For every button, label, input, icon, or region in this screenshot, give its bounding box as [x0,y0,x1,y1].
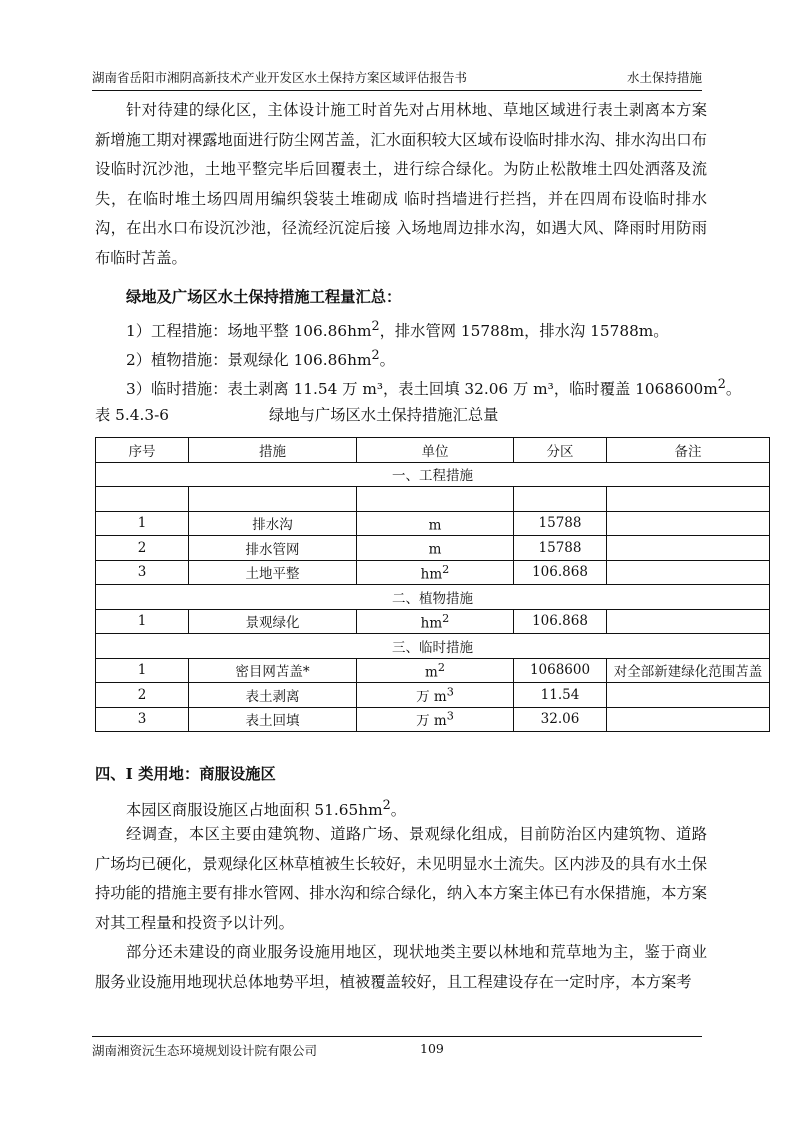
page-number: 109 [420,1041,444,1056]
header-report-title: 湖南省岳阳市湘阴高新技术产业开发区水土保持方案区域评估报告书 [92,70,468,85]
table-section-title: 二、植物措施 [96,585,770,610]
table-cell [189,487,357,512]
table-header-cell: 分区 [514,438,607,463]
measure-name: 表土回填 [189,707,357,732]
row-number: 2 [96,683,189,708]
table-header-cell: 单位 [357,438,514,463]
table-header-cell: 备注 [607,438,770,463]
measure-name: 土地平整 [189,560,357,585]
unit [357,536,514,561]
table-caption [95,404,707,426]
measure-name: 景观绿化 [189,609,357,634]
table-section-row [96,462,770,487]
unit-superscript: 2 [442,562,450,576]
unit-superscript: 2 [437,660,445,674]
section4-area: 本园区商服设施区占地面积 $51.65hm^2$。 [126,798,407,820]
table-cell [357,487,514,512]
table-title: 绿地与广场区水土保持措施汇总量 [269,406,499,424]
measure-name: 表土剥离 [189,683,357,708]
row-number: 1 [96,609,189,634]
quantity: 11.54 [514,683,607,708]
section4-heading: 四、I 类用地：商服设施区 [95,765,276,783]
unit [357,658,514,683]
table-row [96,560,770,585]
unit-text: 万 m [416,688,447,705]
table-section-title: 一、工程措施 [96,462,770,487]
remark [607,511,770,536]
table-header-cell: 序号 [96,438,189,463]
summary-title: 绿地及广场区水土保持措施工程量汇总： [126,288,402,306]
header-chapter: 水土保持措施 [626,70,702,85]
unit-text: hm [420,615,443,631]
remark: 对全部新建绿化范围苫盖 [607,658,770,683]
quantity: 106.868 [514,609,607,634]
remark [607,609,770,634]
table-row [96,536,770,561]
measures-table [95,437,770,732]
quantity: 15788 [514,536,607,561]
row-number: 2 [96,536,189,561]
table-section-row [96,634,770,659]
unit-text: m [425,664,438,680]
unit-text: m [428,517,442,533]
page-footer [92,1036,702,1059]
table-row [96,658,770,683]
remark [607,560,770,585]
unit [357,683,514,708]
table-cell [514,487,607,512]
quantity: 1068600 [514,658,607,683]
quantity: 106.868 [514,560,607,585]
table-row [96,609,770,634]
table-section-row [96,585,770,610]
remark [607,683,770,708]
table-empty-row [96,487,770,512]
measure-name: 排水沟 [189,511,357,536]
table-row [96,707,770,732]
row-number: 1 [96,658,189,683]
remark [607,707,770,732]
unit-text: 万 m [416,713,447,730]
summary-engineering: 1）工程措施：场地平整 $106.86hm^2$，排水管网 15788m，排水沟 15788m。 [126,319,669,341]
unit-superscript: 2 [442,611,450,625]
row-number: 1 [96,511,189,536]
measure-name: 密目网苫盖* [189,658,357,683]
unit [357,560,514,585]
table-row [96,511,770,536]
row-number: 3 [96,560,189,585]
page-header [92,70,702,91]
summary-plant: 2）植物措施：景观绿化 $106.86hm^2$。 [126,348,395,370]
table-number: 表 5.4.3-6 [95,406,169,424]
table-cell [607,487,770,512]
section4-paragraph-2: 部分还未建设的商业服务设施用地区，现状地类主要以林地和荒草地为主，鉴于商业服务业设施用地现状总体地势平坦，植被覆盖较好，且工程建设存在一定时序，本方案考 [95,943,707,991]
table-cell [96,487,189,512]
intro-paragraph: 针对待建的绿化区，主体设计施工时首先对占用林地、草地区域进行表土剥离本方案新增施工期对裸露地面进行防尘网苫盖，汇水面积较大区域布设临时排水沟、排水沟出口布设临时沉沙池，土地平整完毕后回覆表土，进行综合绿化。为防止松散堆土四处洒落及流失，在临时堆土场四周用编织袋装土堆砌成 临时挡墙进行拦挡，并在四周布设临时排水沟，在出水口布设沉沙池，径流经沉淀后接 入场地周边排水沟，如遇大风、降雨时用防雨布临时苫盖。 [95,101,707,267]
measure-name: 排水管网 [189,536,357,561]
table-row [96,683,770,708]
unit-superscript: 3 [446,709,454,723]
row-number: 3 [96,707,189,732]
summary-temporary: 3）临时措施：表土剥离 11.54 万 m³，表土回填 32.06 万 m³，临时覆盖 $1068600m^2$。 [126,377,742,399]
quantity: 32.06 [514,707,607,732]
unit-superscript: 3 [446,685,454,699]
section4-paragraph-1: 经调查，本区主要由建筑物、道路广场、景观绿化组成，目前防治区内建筑物、道路广场均已硬化，景观绿化区林草植被生长较好，未见明显水土流失。区内涉及的具有水土保持功能的措施主要有排水管网、排水沟和综合绿化，纳入本方案主体已有水保措施，本方案对其工程量和投资予以计列。 [95,825,707,932]
unit [357,511,514,536]
table-section-title: 三、临时措施 [96,634,770,659]
unit [357,707,514,732]
quantity: 15788 [514,511,607,536]
table-header-cell: 措施 [189,438,357,463]
footer-company: 湖南湘资沅生态环境规划设计院有限公司 [92,1043,318,1058]
unit-text: hm [420,566,443,582]
unit-text: m [428,541,442,558]
unit [357,609,514,634]
remark [607,536,770,561]
table-header-row [96,438,770,463]
